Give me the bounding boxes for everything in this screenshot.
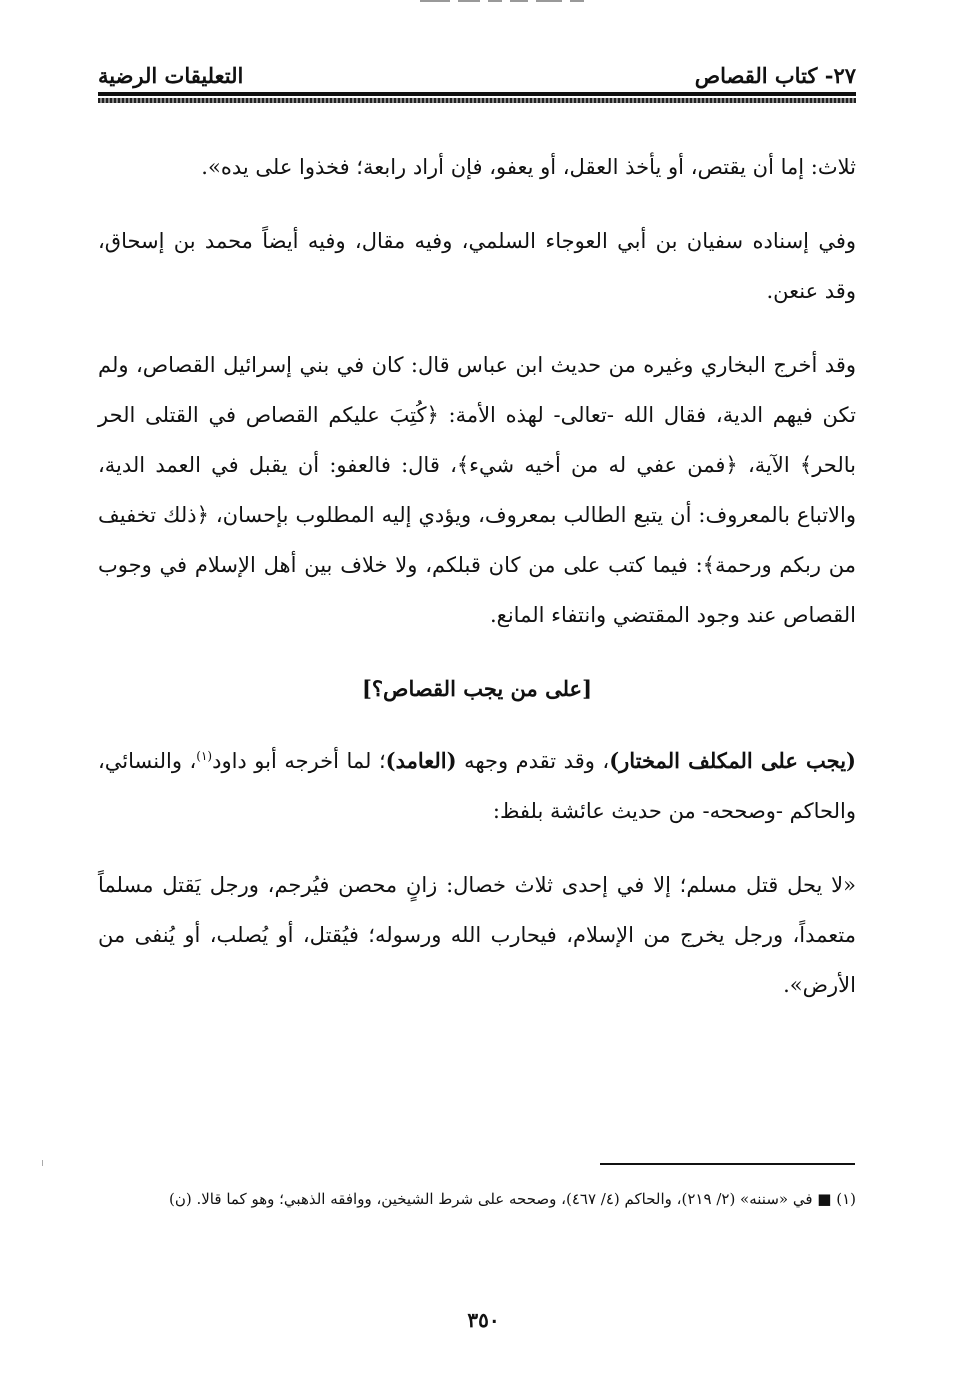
bold-phrase: (العامد) bbox=[385, 748, 457, 773]
main-text bbox=[98, 142, 856, 1034]
text-run: ، والنسائي، والحاكم -وصححه- من حديث عائشة بلفظ: bbox=[98, 749, 856, 823]
hadith-quote: «لا يحل قتل مسلم؛ إلا في إحدى ثلاث خصال: زانٍ محصن فيُرجم، ورجل يَقتل مسلماً متعمداً، ورجل يخرج من الإسلام، فيحارب الله ورسوله؛ فيُقتل، أو يُصلب، أو يُنفى من الأرض». bbox=[98, 873, 856, 997]
footnote-ref[interactable]: (١) bbox=[196, 749, 213, 763]
scan-artifact bbox=[420, 0, 630, 6]
running-header bbox=[98, 58, 856, 88]
footnote: (١) ■ في «سننه» (٢/ ٢١٩)، والحاكم (٤/ ٤٦٧)، وصححه على شرط الشيخين، ووافقه الذهبي؛ وهو كما قالا. (ن) bbox=[169, 1190, 856, 1208]
chapter-title: ٢٧- كتاب القصاص bbox=[694, 63, 856, 88]
header-rule-hatched bbox=[98, 98, 856, 103]
bold-phrase: (يجب على المكلف المختار) bbox=[609, 748, 856, 773]
section-heading: [على من يجب القصاص؟] bbox=[361, 676, 593, 701]
header-rule bbox=[98, 92, 856, 96]
scan-speck bbox=[42, 1160, 43, 1166]
text-run: ، وقد تقدم وجهه bbox=[456, 749, 610, 773]
paragraph-2: وفي إسناده سفيان بن أبي العوجاء السلمي، وفيه مقال، وفيه أيضاً محمد بن إسحاق، وقد عنعن. bbox=[98, 229, 856, 303]
book-title: التعليقات الرضية bbox=[98, 63, 244, 88]
text-run: ؛ لما أخرجه أبو داود bbox=[212, 749, 386, 773]
paragraph-1: ثلاث: إما أن يقتص، أو يأخذ العقل، أو يعفو، فإن أراد رابعة؛ فخذوا على يده». bbox=[201, 155, 856, 179]
page-number: ٣٥٠ bbox=[467, 1308, 500, 1332]
paragraph-4 bbox=[98, 736, 856, 836]
paragraph-3: وقد أخرج البخاري وغيره من حديث ابن عباس قال: كان في بني إسرائيل القصاص، ولم تكن فيهم الدية، فقال الله -تعالى- لهذه الأمة: ﴿كُتِبَ عليكم القصاص في القتلى الحر بالحر﴾ الآية، ﴿فمن عفي له من أخيه شيء﴾، قال: فالعفو: أن يقبل في العمد الدية، والاتباع بالمعروف: أن يتبع الطالب بمعروف، ويؤدي إليه المطلوب بإحسان، ﴿ذلك تخفيف من ربكم ورحمة﴾: فيما كتب على من كان قبلكم، ولا خلاف بين أهل الإسلام في وجوب القصاص عند وجود المقتضي وانتفاء المانع. bbox=[98, 353, 856, 627]
footnote-rule bbox=[600, 1163, 855, 1165]
